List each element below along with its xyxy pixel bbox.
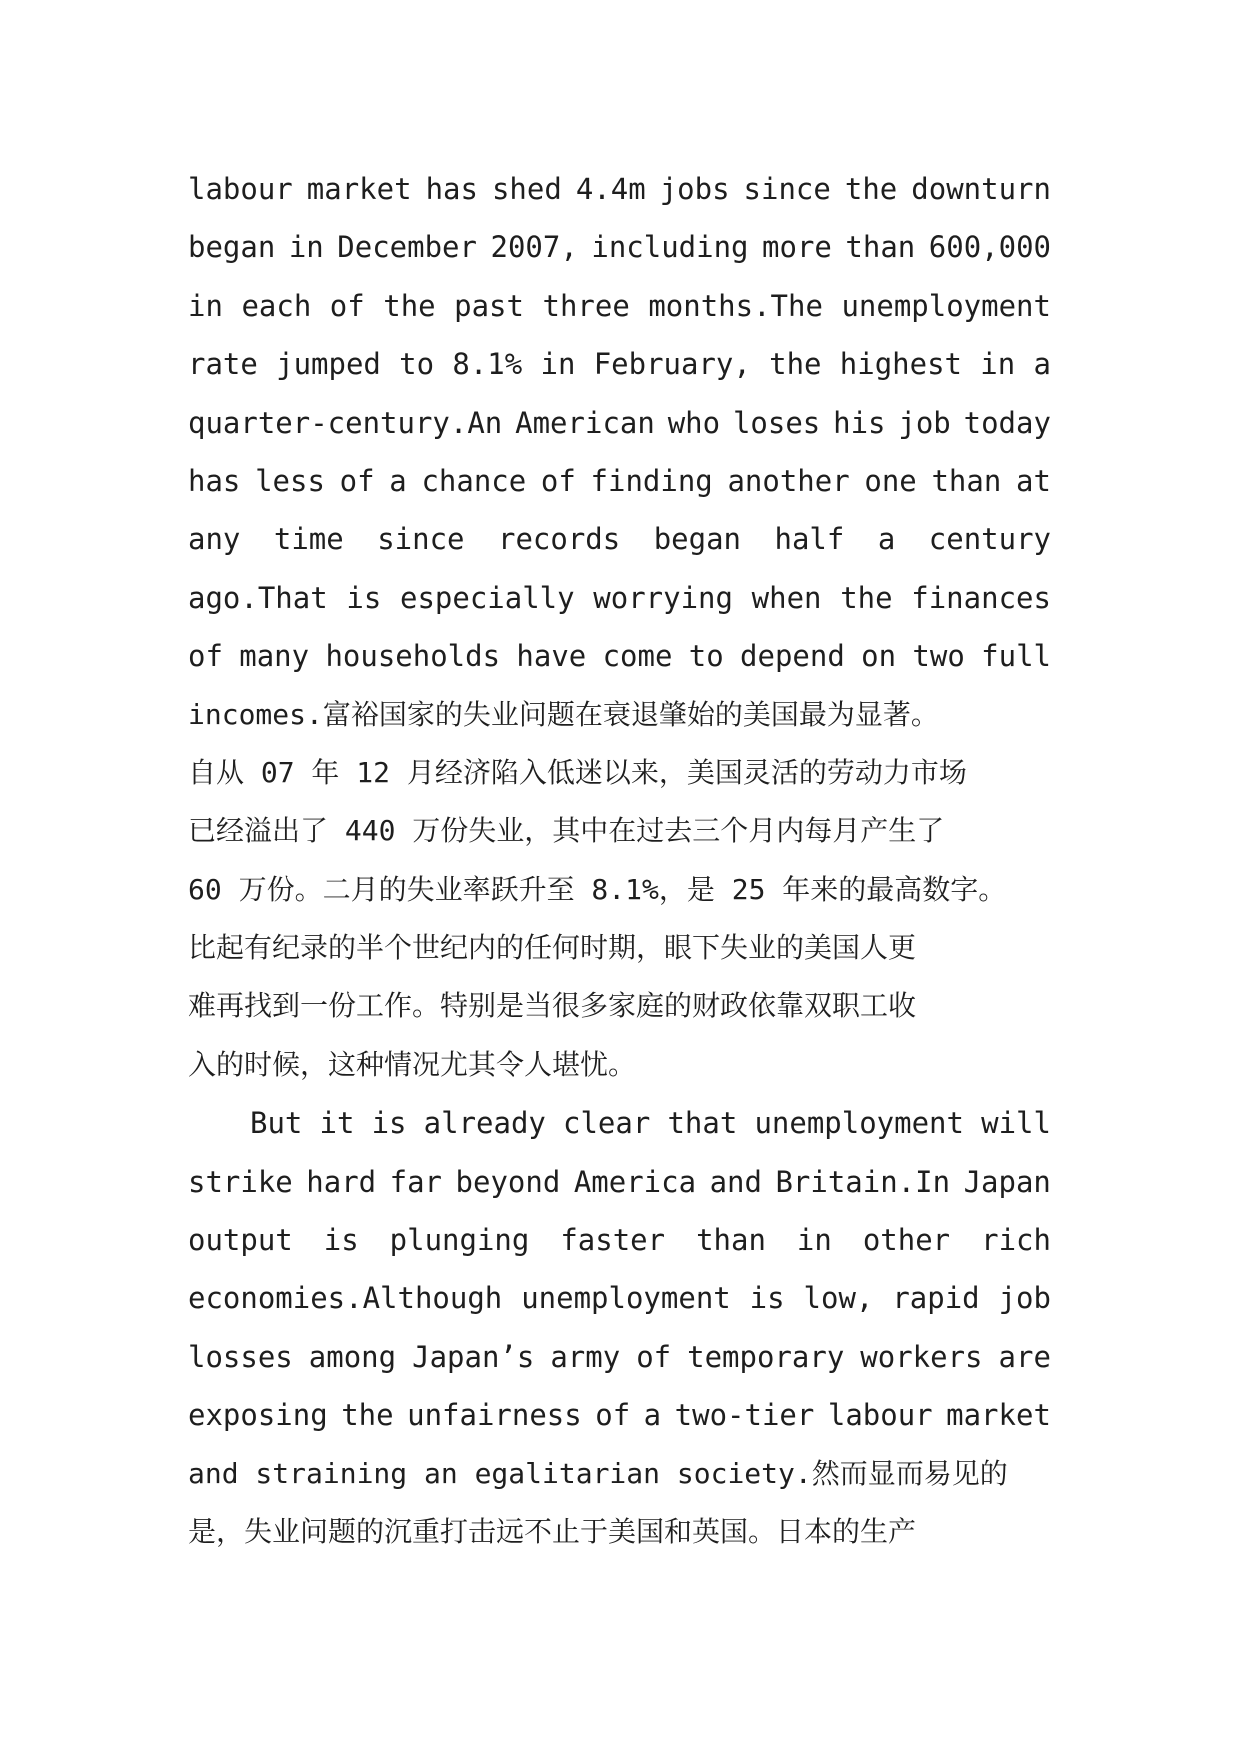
word: a — [1033, 347, 1051, 382]
word: especially — [399, 580, 575, 615]
word: downturn — [911, 172, 1051, 206]
text-line: 是，失业问题的沉重打击远不止于美国和英国。日本的生产 — [188, 1514, 917, 1548]
word: began — [188, 230, 276, 265]
text-line: incomes.富裕国家的失业问题在衰退肇始的美国最为显著。 — [188, 697, 939, 731]
word: plunging — [389, 1223, 530, 1258]
word: the — [769, 347, 822, 382]
word: two-tier — [674, 1398, 815, 1433]
text-line — [188, 1153, 1051, 1211]
word: economies.Although — [188, 1281, 503, 1316]
word: of — [540, 463, 576, 498]
word: including — [591, 230, 749, 265]
word: 4.4m — [575, 172, 646, 206]
word: rich — [981, 1223, 1051, 1258]
word: unemployment — [521, 1281, 731, 1316]
word: army — [550, 1339, 621, 1374]
word: time — [273, 522, 344, 557]
word: quarter-century.An — [188, 405, 503, 440]
word: in — [188, 288, 223, 323]
text-line: 比起有纪录的半个世纪内的任何时期，眼下失业的美国人更 — [188, 931, 917, 965]
word: months.The — [648, 288, 823, 323]
word: of — [636, 1339, 672, 1374]
word: unemployment — [754, 1106, 964, 1141]
word: worrying — [593, 580, 733, 615]
word: one — [864, 463, 917, 498]
word: each — [241, 288, 312, 323]
text-line — [188, 1211, 1051, 1269]
word: a — [877, 522, 896, 557]
word: households — [325, 639, 501, 674]
text-line — [188, 335, 1051, 393]
word: December — [337, 230, 477, 265]
word: depend — [740, 639, 845, 674]
word: to — [688, 639, 724, 674]
body-text — [188, 160, 1051, 1561]
word: past — [454, 288, 524, 323]
word: it — [319, 1106, 355, 1141]
word: in — [288, 230, 324, 265]
word: 600,000 — [928, 230, 1051, 265]
word: market — [946, 1398, 1051, 1433]
word: another — [727, 463, 850, 498]
text-line: 自从 07 年 12 月经济陷入低迷以来，美国灵活的劳动力市场 — [188, 755, 967, 789]
word: is — [749, 1281, 785, 1316]
word: exposing — [188, 1398, 328, 1433]
word: the — [341, 1398, 394, 1433]
text-line — [188, 627, 1051, 685]
word: half — [774, 522, 845, 557]
word: than — [931, 463, 1002, 498]
word: at — [1016, 463, 1051, 498]
word: 2007, — [490, 230, 578, 265]
word: But — [250, 1106, 303, 1141]
word: chance — [421, 463, 527, 498]
word: two — [912, 639, 965, 674]
text-line — [188, 510, 1051, 568]
word: a — [389, 463, 407, 498]
word: hard — [306, 1164, 377, 1199]
word: the — [840, 580, 893, 615]
text-line — [188, 452, 1051, 510]
word: began — [653, 522, 742, 557]
text-line: 60 万份。二月的失业率跃升至 8.1%，是 25 年来的最高数字。 — [188, 872, 1007, 906]
text-line: 难再找到一份工作。特别是当很多家庭的财政依靠双职工收 — [188, 989, 917, 1023]
word: losses — [188, 1339, 293, 1374]
word: finding — [590, 463, 713, 498]
word: workers — [860, 1339, 983, 1374]
word: temporary — [687, 1339, 845, 1374]
word: since — [743, 172, 831, 206]
word: of — [188, 639, 223, 674]
word: Japan’s — [412, 1339, 535, 1374]
word: among — [308, 1339, 397, 1374]
word: clear — [563, 1106, 651, 1141]
text-line — [188, 569, 1051, 627]
word: shed — [491, 172, 562, 206]
word: jumped — [276, 347, 381, 382]
word: than — [845, 230, 916, 265]
word: job — [898, 405, 951, 440]
word: strike — [188, 1164, 293, 1199]
text-line — [188, 160, 1051, 218]
word: low, — [803, 1281, 874, 1316]
word: is — [323, 1223, 359, 1258]
word: labour — [188, 172, 293, 206]
word: American — [515, 405, 655, 440]
word: Britain.In — [775, 1164, 951, 1199]
word: and — [709, 1164, 762, 1199]
word: 8.1% — [452, 347, 523, 382]
word: who — [667, 405, 721, 440]
word: Japan — [963, 1164, 1051, 1199]
word: to — [399, 347, 435, 382]
word: ago.That — [188, 580, 328, 615]
word: other — [862, 1223, 951, 1258]
word: finances — [911, 580, 1051, 615]
word: full — [981, 639, 1051, 674]
word: more — [762, 230, 832, 265]
word: is — [371, 1106, 407, 1141]
word: has — [188, 463, 241, 498]
word: of — [339, 463, 375, 498]
word: in — [540, 347, 576, 382]
word: of — [595, 1398, 631, 1433]
text-line — [188, 218, 1051, 276]
word: America — [573, 1164, 697, 1199]
word: far — [389, 1164, 443, 1199]
word: less — [255, 463, 325, 498]
word: unemployment — [841, 288, 1051, 323]
word: a — [643, 1398, 662, 1433]
word: when — [751, 580, 822, 615]
word: is — [346, 580, 382, 615]
word: rate — [188, 347, 258, 382]
word: faster — [560, 1223, 666, 1258]
word: already — [423, 1106, 546, 1141]
word: since — [377, 522, 465, 557]
word: February, — [593, 347, 751, 382]
word: his — [833, 405, 886, 440]
word: in — [980, 347, 1016, 382]
word: labour — [827, 1398, 933, 1433]
word: of — [329, 288, 365, 323]
word: has — [425, 172, 478, 206]
text-line — [188, 394, 1051, 452]
word: in — [796, 1223, 832, 1258]
text-line — [188, 277, 1051, 335]
word: that — [667, 1106, 738, 1141]
text-line: 入的时候，这种情况尤其令人堪忧。 — [188, 1047, 637, 1081]
word: jobs — [659, 172, 730, 206]
word: the — [383, 288, 436, 323]
word: highest — [839, 347, 963, 382]
word: beyond — [455, 1164, 561, 1199]
word: rapid — [892, 1281, 980, 1316]
word: have — [516, 639, 587, 674]
word: are — [998, 1339, 1051, 1374]
text-line — [188, 1386, 1051, 1444]
word: many — [239, 639, 310, 674]
text-line — [188, 1328, 1051, 1386]
word: unfairness — [407, 1398, 582, 1433]
word: records — [498, 522, 621, 557]
word: three — [542, 288, 630, 323]
word: on — [861, 639, 897, 674]
word: today — [963, 405, 1051, 440]
word: come — [602, 639, 673, 674]
word: than — [696, 1223, 766, 1258]
word: market — [306, 172, 412, 206]
word: will — [981, 1106, 1051, 1141]
word: any — [188, 522, 241, 557]
word: loses — [732, 405, 821, 440]
word: job — [998, 1281, 1051, 1316]
text-line: and straining an egalitarian society.然而显而易见的 — [188, 1456, 1008, 1490]
text-line: 已经溢出了 440 万份失业，其中在过去三个月内每月产生了 — [188, 814, 945, 848]
text-line — [188, 1269, 1051, 1327]
word: the — [844, 172, 898, 206]
paragraph-start-line — [188, 1094, 1051, 1152]
word: century — [928, 522, 1051, 557]
word: output — [188, 1223, 293, 1258]
